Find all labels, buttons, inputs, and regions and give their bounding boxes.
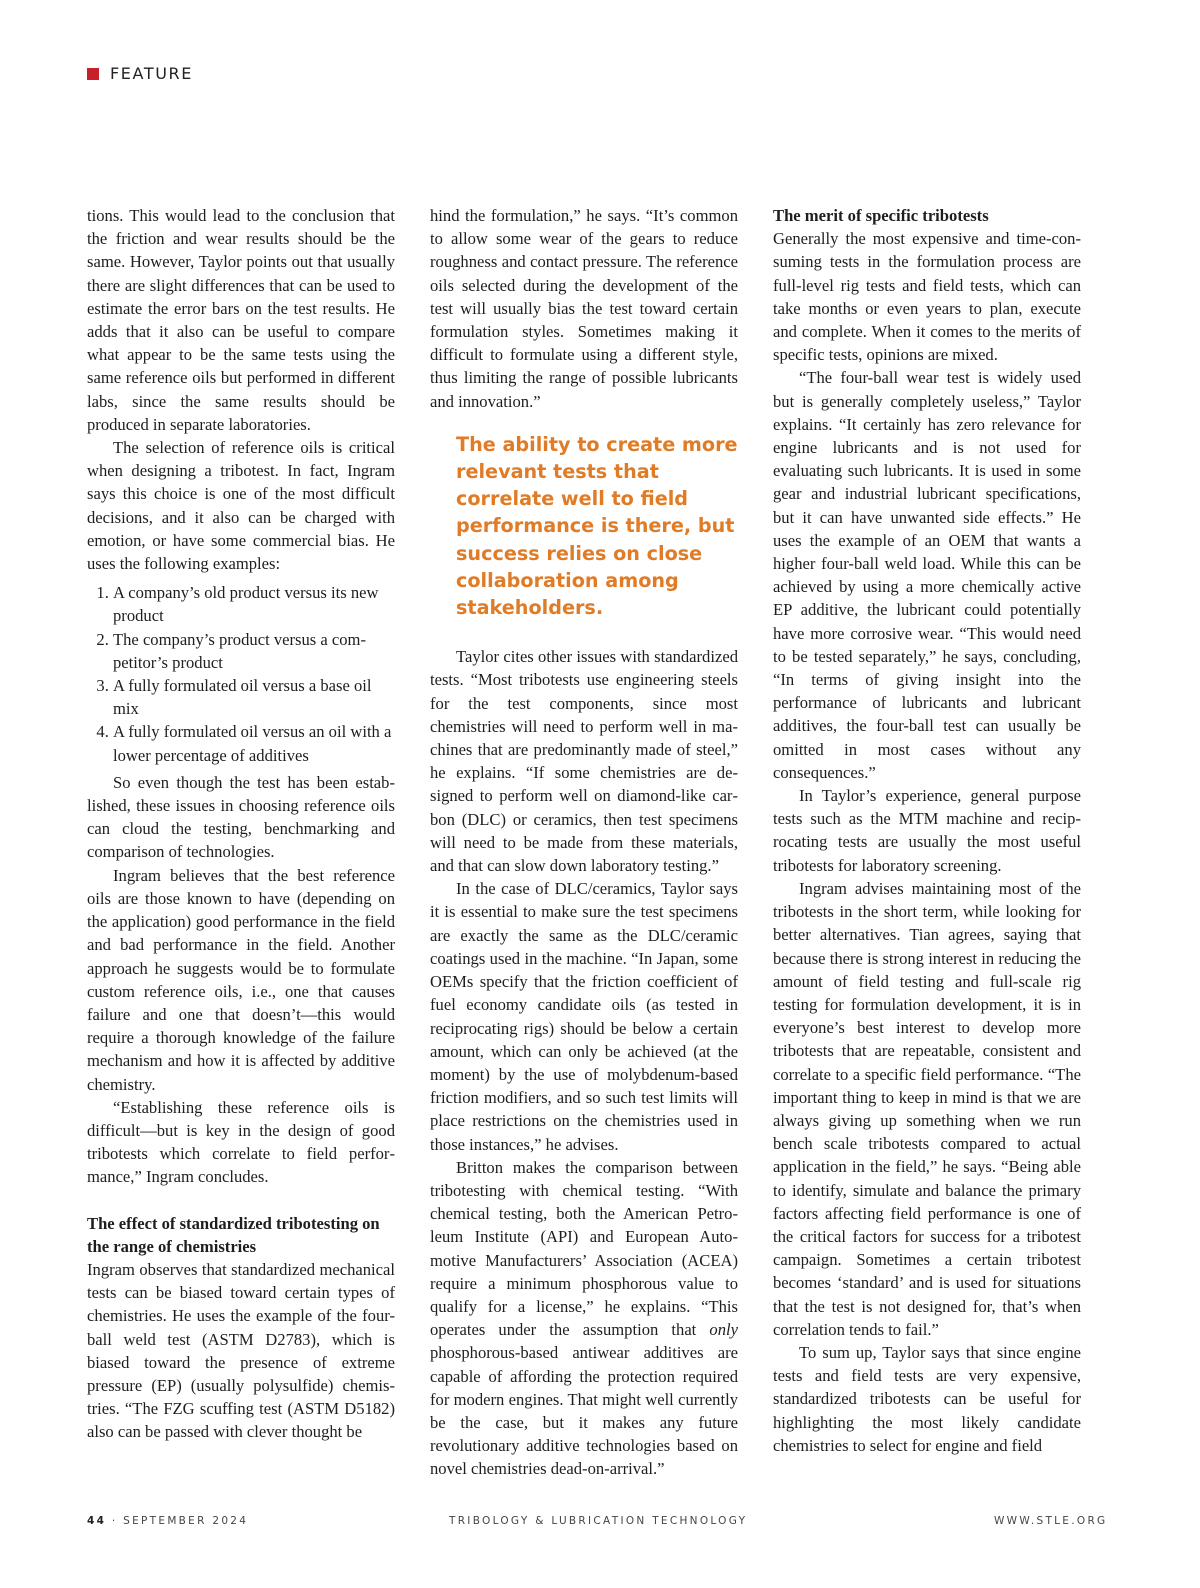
text-run: Britton makes the comparison between tribotesting with chemical testing. “With chemical testing, both the American Petroleum Institute (API) and European Automotive Manufacturers’ Association (ACEA) require a minimum phosphorous value to qualify for a license,” he explains. “This operates under the assumption that [430,1157,738,1340]
section-header [87,64,193,83]
list-item: 3. A fully formulated oil versus a base oil mix [113,674,395,720]
paragraph: Ingram advises maintaining most of the tribotests in the short term, while looking for better alternatives. Tian agrees, saying that because there is strong interest in reducing the amount of field testing and full-scale rig testing for formulation development, it is in everyone’s best interest to develop more tribotests that are repeatable, consistent and correlate to a specific field performance. “The important thing to keep in mind is that we are always giving up something when we run bench scale tribotests compared to actual application in the field,” he says. “Being able to identify, simulate and balance the primary factors affecting field performance is one of the critical factors for success for a tribotest campaign. Sometimes a certain tribotest becomes ‘standard’ and is used for situations that the test is not designed for, that’s when correlation tends to fail.” [773,878,1081,1339]
text-run: phosphorous-based antiwear additives are capable of affording the protection required for modern engines. That might well currently be the case, but it makes any future revolutionary additive technologies based on novel chemistries dead-on-arrival.” [430,1343,738,1479]
footer-publication: TRIBOLOGY & LUBRICATION TECHNOLOGY [449,1515,748,1527]
paragraph: “The four-ball wear test is widely used but is generally completely useless,” Taylor explains. “It certainly has zero relevance for engine lubricants and is not used for evaluating such lubricants. It is used in some gear and industrial lubricant specifications, but it can have unwanted side effects.” He uses the example of an OEM that wants a higher four-ball weld load. While this can be achieved by using a more chemically active EP additive, the lubricant could potentially have more corrosive wear. “This would need to be tested separately,” he says, concluding, “In terms of giving insight into the performance of lubricants and lubricant additives, the four-ball test can usually be omitted in most cases without any consequences.” [773,368,1081,782]
paragraph: So even though the test has been established, these issues in choosing reference oils can cloud the testing, benchmarking and comparison of technologies. [87,772,395,862]
examples-list [87,581,395,767]
paragraph: Taylor cites other issues with standardized tests. “Most tribotests use engineering steels for the test components, since most chemistries will need to perform well in machines that are predominantly made of steel,” he explains. “If some chemistries are designed to perform well on diamond-like carbon (DLC) or ceramics, then test specimens will need to be made from these materials, and that can slow down laboratory testing.” [430,647,738,876]
paragraph: To sum up, Taylor says that since engine tests and field tests are very expensive, standardized tribotests can be useful for highlighting the most likely candidate chemistries to select for engine and field [773,1342,1081,1455]
subheading-standardized-tribotesting: The effect of standardized tribotesting on the range of chemistries [87,1213,380,1256]
paragraph: hind the formulation,” he says. “It’s common to allow some wear of the gears to reduce roughness and contact pressure. The reference oils selected during the development of the test will usually bias the test toward certain formulation styles. Sometimes making it difficult to formulate using a different style, thus limiting the range of possible lubricants and innovation.” [430,206,738,411]
footer-separator: · [111,1515,118,1527]
paragraph: “Establishing these reference oils is difficult—but is key in the design of good tribotests which correlate to field performance,” Ingram concludes. [87,1097,395,1187]
list-item: 4. A fully formulated oil versus an oil with a lower percentage of additives [113,720,395,766]
subheading-specific-tribotests: The merit of specific tribotests [773,206,989,225]
page-number: 44 [87,1515,107,1527]
article-column-2 [430,204,738,1481]
paragraph: Ingram observes that standardized mechanical tests can be biased toward certain types of chemistries. He uses the example of the four-ball weld test (ASTM D2783), which is biased toward the presence of extreme pressure (EP) (usually polysulfide) chemistries. “The FZG scuffing test (ASTM D5182) also can be passed with clever thought be [87,1259,395,1442]
issue-date: SEPTEMBER 2024 [123,1515,249,1527]
article-column-1 [87,204,395,1444]
footer-website: WWW.STLE.ORG [994,1515,1108,1527]
emphasis-text: only [709,1320,738,1340]
section-marker-square [87,68,99,80]
paragraph: In the case of DLC/ceramics, Taylor says it is essential to make sure the test specimens are exactly the same as the DLC/ceramic coatings used in the machine. “In Japan, some OEMs specify that the friction coefficient of fuel economy candidate oils (as tested in reciprocating rigs) should be below a certain amount, which can only be achieved (at the moment) by the use of molybdenum-based friction modifiers, and so such test limits will place restrictions on the chemistries used in those instances,” he advises. [430,879,738,1154]
paragraph: Generally the most expensive and time-consuming tests in the formulation process are full-level rig tests and field tests, which can take months or even years to plan, execute and complete. When it comes to the merits of specific tests, opinions are mixed. [773,229,1081,365]
article-column-3 [773,204,1081,1457]
pull-quote: The ability to create more relevant tests that correlate well to field performance is there, but success relies on close collaboration among stakeholders. [456,432,738,620]
paragraph: Ingram believes that the best reference oils are those known to have (depending on the application) good performance in the field and bad performance in the field. Another approach he suggests would be to formulate custom reference oils, i.e., one that causes failure and one that doesn’t—this would require a thorough knowledge of the failure mechanism and how it is affected by additive chemistry. [87,865,395,1094]
paragraph [430,1156,738,1481]
paragraph: In Taylor’s experience, general purpose tests such as the MTM machine and reciprocating tests are usually the most useful tribotests for laboratory screening. [773,786,1081,875]
list-item: 2. The company’s product versus a competitor’s product [113,628,395,674]
footer-page-info [87,1515,248,1527]
paragraph: tions. This would lead to the conclusion that the friction and wear results should be the same. However, Taylor points out that usually there are slight differences that can be used to estimate the error bars on the test results. He adds that it also can be useful to compare what appear to be the same tests using the same reference oils but performed in different labs, since the same results should be produced in separate laboratories. [87,206,395,434]
section-label: FEATURE [110,64,193,83]
list-item: 1. A company’s old product versus its new product [113,581,395,627]
paragraph: The selection of reference oils is critical when designing a tribotest. In fact, Ingram says this choice is one of the most difficult decisions, and it also can be charged with emotion, or have some commercial bias. He uses the following examples: [87,438,395,574]
